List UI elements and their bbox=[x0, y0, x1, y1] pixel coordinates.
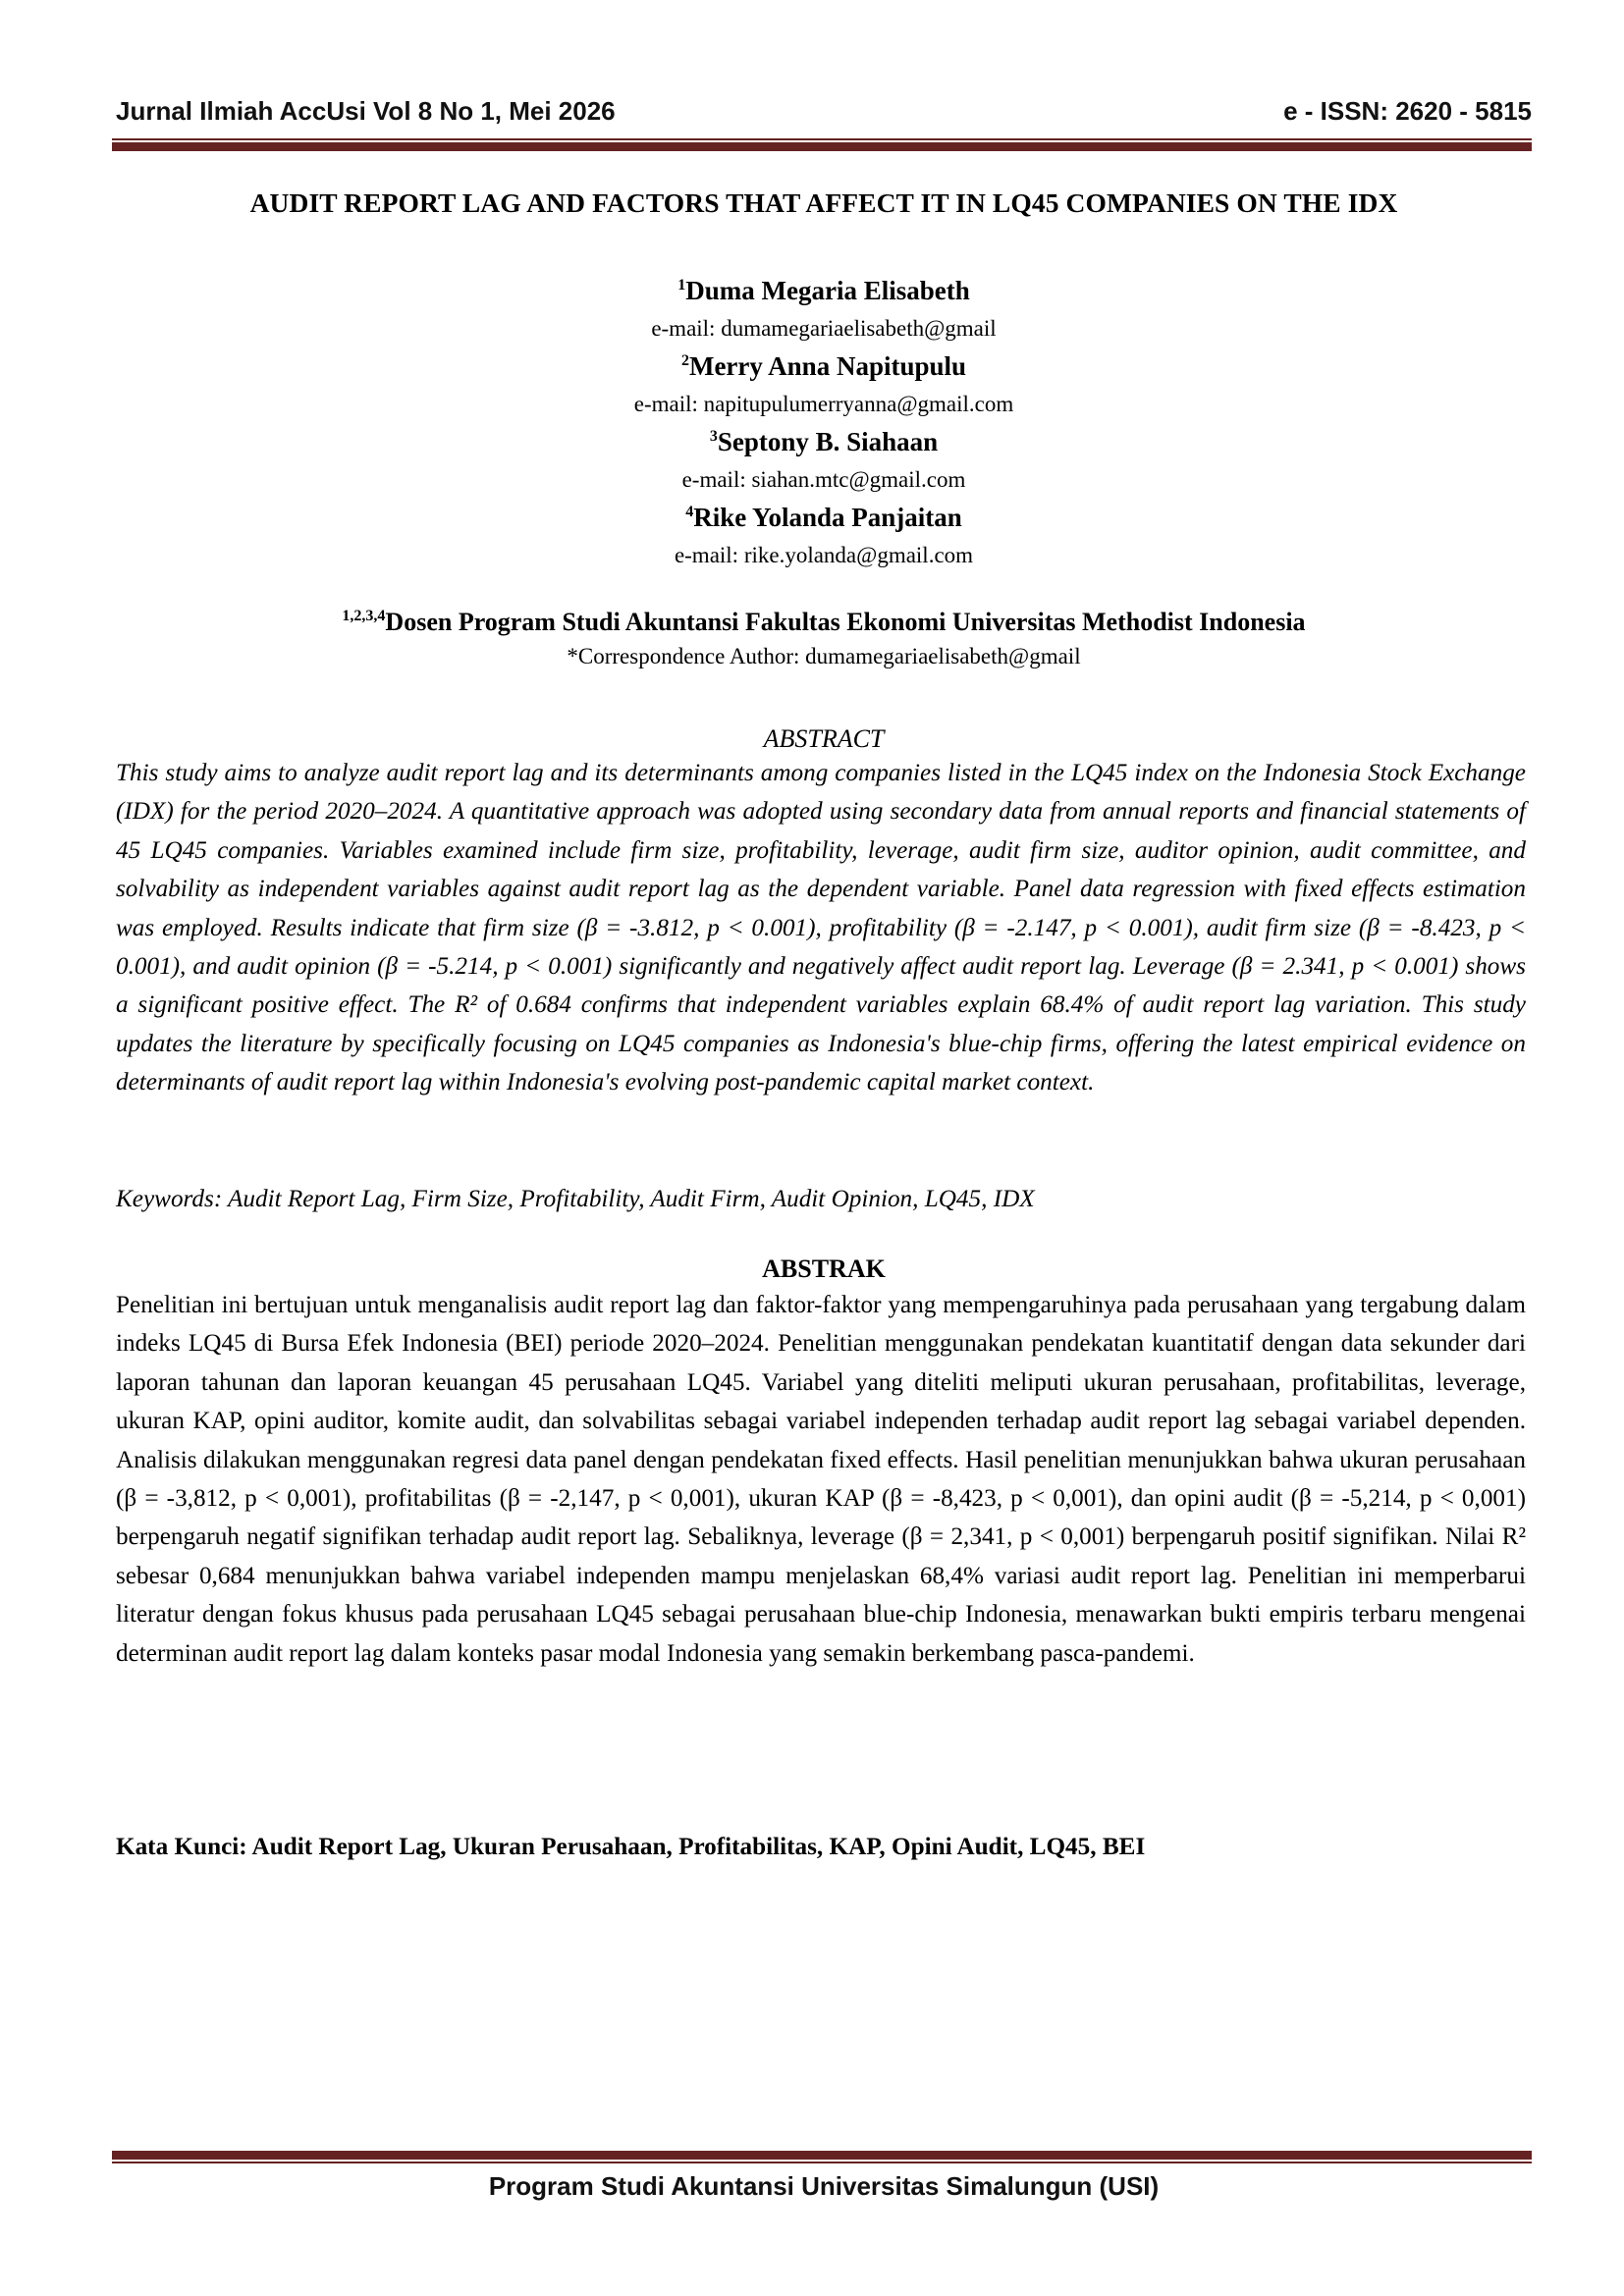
affiliation-text: Dosen Program Studi Akuntansi Fakultas Ekonomi Universitas Methodist Indonesia bbox=[385, 608, 1306, 636]
author-name: $^1$Duma Megaria Elisabeth bbox=[677, 276, 970, 305]
author-email: e-mail: napitupulumerryanna@gmail.com bbox=[633, 392, 1014, 416]
footer-rule-thick bbox=[112, 2151, 1532, 2160]
author-email: e-mail: siahan.mtc@gmail.com bbox=[681, 467, 966, 492]
issn-label: e - ISSN: 2620 - 5815 bbox=[1283, 96, 1532, 126]
running-header bbox=[116, 95, 1532, 127]
footer-rule-thin bbox=[112, 2162, 1532, 2163]
author-email: e-mail: rike.yolanda@gmail.com bbox=[674, 543, 974, 567]
correspondence-author: *Correspondence Author: dumamegariaelisabeth@gmail bbox=[567, 644, 1081, 668]
author-name: $^4$Rike Yolanda Panjaitan bbox=[685, 503, 962, 532]
abstrak-body: Penelitian ini bertujuan untuk menganalisis audit report lag dan faktor-faktor yang mempengaruhinya pada perusahaan yang tergabung dalam indeks LQ45 di Bursa Efek Indonesia (BEI) periode 2020–2024. Penelitian menggunakan pendekatan kuantitatif dengan data sekunder dari laporan tahunan dan laporan keuangan 45 perusahaan LQ45. Variabel yang diteliti meliputi ukuran perusahaan, profitabilitas, leverage, ukuran KAP, opini auditor, komite audit, dan solvabilitas sebagai variabel independen terhadap audit report lag sebagai variabel dependen. Analisis dilakukan menggunakan regresi data panel dengan pendekatan fixed effects. Hasil penelitian menunjukkan bahwa ukuran perusahaan (β = -3,812, p < 0,001), profitabilitas (β = -2,147, p < 0,001), ukuran KAP (β = -8,423, p < 0,001), dan opini audit (β = -5,214, p < 0,001) berpengaruh negatif signifikan terhadap audit report lag. Sebaliknya, leverage (β = 2,341, p < 0,001) berpengaruh positif signifikan. Nilai R² sebesar 0,684 menunjukkan bahwa variabel independen mampu menjelaskan 68,4% variasi audit report lag. Penelitian ini memperbarui literatur dengan fokus khusus pada perusahaan LQ45 sebagai perusahaan blue-chip Indonesia, menawarkan bukti empiris terbaru mengenai determinan audit report lag dalam konteks pasar modal Indonesia yang semakin berkembang pasca-pandemi. bbox=[116, 1292, 1526, 1667]
abstrak-heading: ABSTRAK bbox=[762, 1255, 886, 1283]
journal-name: Jurnal Ilmiah AccUsi Vol 8 No 1, Mei 2026 bbox=[116, 96, 616, 126]
header-rule-thin bbox=[112, 138, 1532, 140]
header-rule-thick bbox=[112, 142, 1532, 151]
paper-title: AUDIT REPORT LAG AND FACTORS THAT AFFECT IT IN LQ45 COMPANIES ON THE IDX bbox=[249, 187, 1398, 218]
abstract-body: This study aims to analyze audit report lag and its determinants among companies listed in the LQ45 index on the Indonesia Stock Exchange (IDX) for the period 2020–2024. A quantitative approach was adopted using secondary data from annual reports and financial statements of 45 LQ45 companies. Variables examined include firm size, profitability, leverage, audit firm size, auditor opinion, audit committee, and solvability as independent variables against audit report lag as the dependent variable. Panel data regression with fixed effects estimation was employed. Results indicate that firm size (β = -3.812, p < 0.001), profitability (β = -2.147, p < 0.001), audit firm size (β = -8.423, p < 0.001), and audit opinion (β = -5.214, p < 0.001) significantly and negatively affect audit report lag. Leverage (β = 2.341, p < 0.001) shows a significant positive effect. The R² of 0.684 confirms that independent variables explain 68.4% of audit report lag variation. This study updates the literature by specifically focusing on LQ45 companies as Indonesia's blue-chip firms, offering the latest empirical evidence on determinants of audit report lag within Indonesia's evolving post-pandemic capital market context. bbox=[116, 760, 1526, 1096]
abstract-heading: ABSTRACT bbox=[763, 724, 885, 753]
affiliation-marker: 1,2,3,4 bbox=[342, 608, 386, 624]
author-email: e-mail: dumamegariaelisabeth@gmail bbox=[651, 316, 997, 341]
keywords-id: Kata Kunci: Audit Report Lag, Ukuran Perusahaan, Profitabilitas, KAP, Opini Audit, LQ45, BEI bbox=[116, 1834, 1146, 1860]
author-name: $^3$Septony B. Siahaan bbox=[709, 427, 939, 456]
author-number: 1 bbox=[677, 277, 686, 294]
author-number: 3 bbox=[709, 428, 718, 445]
author-name: $^2$Merry Anna Napitupulu bbox=[680, 351, 967, 381]
author-list bbox=[116, 271, 1532, 573]
author-number: 2 bbox=[680, 352, 689, 369]
running-footer: Program Studi Akuntansi Universitas Simalungun (USI) bbox=[488, 2171, 1160, 2201]
author-number: 4 bbox=[685, 504, 694, 520]
keywords-en: Keywords: Audit Report Lag, Firm Size, Profitability, Audit Firm, Audit Opinion, LQ45, IDX bbox=[116, 1186, 1035, 1212]
affiliation bbox=[116, 605, 1532, 640]
